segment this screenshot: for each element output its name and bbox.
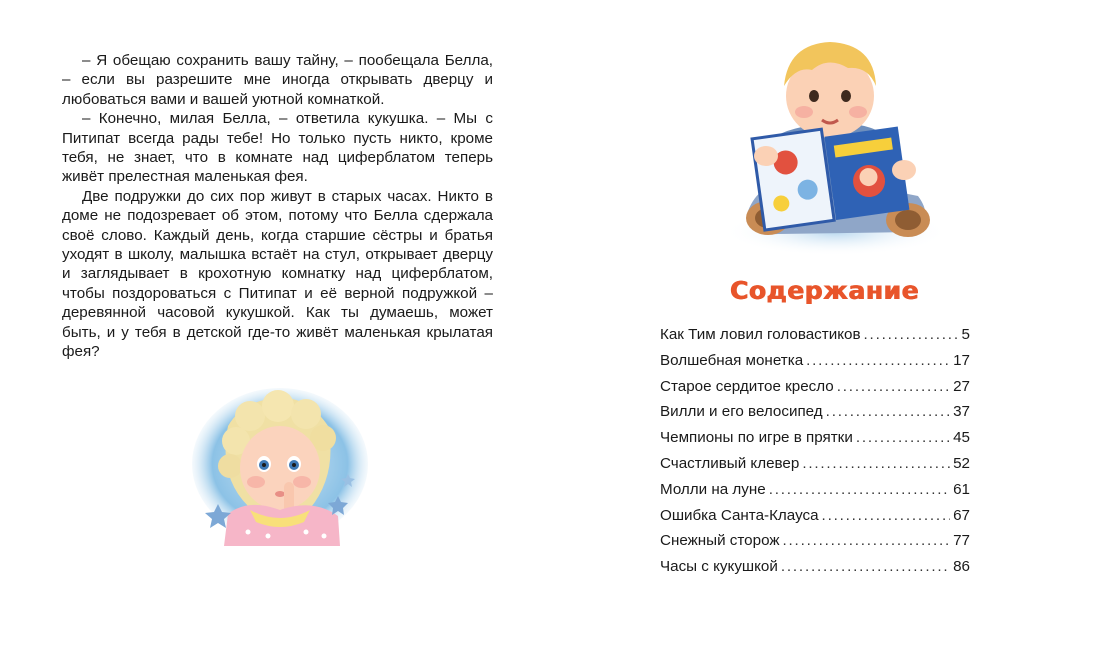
- story-text: [62, 51, 493, 362]
- dot-leader: [837, 378, 950, 395]
- contents-item: [660, 352, 970, 378]
- contents-item: [660, 326, 970, 352]
- contents-item-page: 5: [961, 326, 970, 343]
- contents-item: [660, 378, 970, 404]
- boy-reading-book-illustration: [718, 36, 950, 254]
- contents-item-page: 37: [953, 403, 970, 421]
- contents-item-page: 17: [953, 351, 970, 369]
- dot-leader: [781, 558, 950, 575]
- dot-leader: [783, 532, 951, 549]
- dot-leader: [802, 455, 950, 472]
- contents-list: [660, 326, 970, 584]
- contents-item-title: Чемпионы по игре в прятки: [660, 429, 853, 447]
- story-paragraph: – Я обещаю сохранить вашу тайну, – пообещала Белла, – если вы разрешите мне иногда открывать дверцу и любоваться вами и вашей уютной комнаткой.: [62, 52, 493, 108]
- contents-item-title: Снежный сторож: [660, 532, 780, 550]
- contents-item-page: 45: [953, 429, 970, 447]
- contents-item-page: 86: [953, 558, 970, 576]
- contents-item-page: 27: [953, 377, 970, 395]
- contents-item-title: Вилли и его велосипед: [660, 403, 823, 421]
- contents-item: [660, 532, 970, 558]
- contents-item-page: 52: [953, 454, 970, 472]
- contents-item: [660, 403, 970, 429]
- contents-item-title: Часы с кукушкой: [660, 558, 778, 576]
- contents-item: [660, 481, 970, 507]
- story-paragraph: Две подружки до сих пор живут в старых часах. Никто в доме не подозревает об этом, потому что Белла сдержала своё слово. Каждый день, когда старшие сёстры и братья уходят в школу, малышка встаёт на стул, открывает дверцу и заглядывает в крохотную комнатку над циферблатом, чтобы поздороваться с Питипат и её верной подружкой – деревянной часовой кукушкой. Как ты думаешь, может быть, и у тебя в детской где-то живёт маленькая крылатая фея?: [62, 187, 493, 361]
- contents-item: [660, 507, 970, 533]
- dot-leader: [826, 403, 950, 420]
- contents-title: Содержание: [730, 276, 920, 305]
- girl-with-finger-illustration: [188, 386, 370, 546]
- contents-item-title: Молли на луне: [660, 480, 766, 498]
- contents-item-title: Волшебная монетка: [660, 351, 804, 369]
- contents-item: [660, 429, 970, 455]
- contents-item-title: Счастливый клевер: [660, 454, 800, 472]
- contents-item-page: 77: [953, 532, 970, 550]
- contents-item: [660, 455, 970, 481]
- contents-item-title: Ошибка Санта-Клауса: [660, 506, 819, 524]
- story-paragraph: – Конечно, милая Белла, – ответила кукушка. – Мы с Питипат всегда рады тебе! Но только пусть никто, кроме тебя, не знает, что в комнате над циферблатом теперь живёт прелестная маленькая фея.: [62, 110, 493, 186]
- contents-item-title: Как Тим ловил головастиков: [660, 326, 861, 343]
- dot-leader: [806, 352, 950, 369]
- contents-item: [660, 558, 970, 584]
- contents-item-page: 67: [953, 506, 970, 524]
- dot-leader: [864, 326, 959, 343]
- contents-item-page: 61: [953, 480, 970, 498]
- dot-leader: [769, 481, 950, 498]
- contents-item-title: Старое сердитое кресло: [660, 377, 834, 395]
- dot-leader: [856, 429, 950, 446]
- dot-leader: [822, 507, 951, 524]
